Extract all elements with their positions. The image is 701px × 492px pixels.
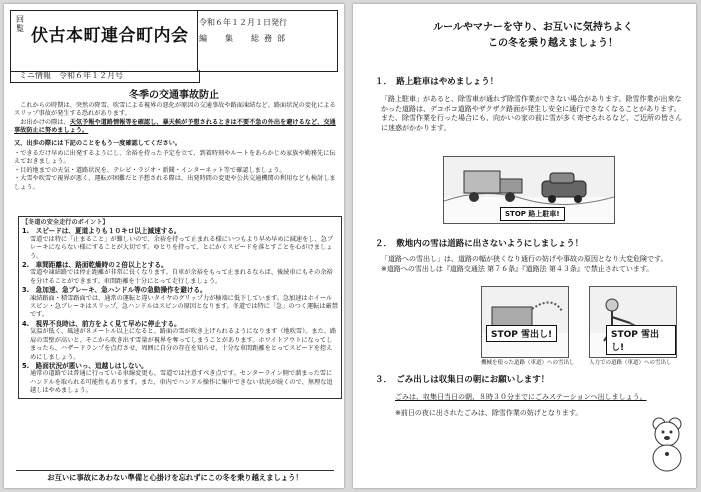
section-3-text-2: ※前日の夜に出されたごみは、除雪作業の妨げとなります。	[395, 408, 583, 417]
illustration-manual-snow	[589, 286, 677, 358]
point-5-text: 通常の道路では普通に行っている車線変更も、雪道では注意すべき点です。センターライン側で溜まった雪にハンドルを取られる可能性もあります。また、車内でハンドル操作に集中できない状況が続くので、無理な追越しはやめましょう。	[30, 370, 333, 395]
section-2-text-2: ※道路への雪出しは『道路交通法 第７６条』『道路法 第４３条』で禁止されています。	[381, 264, 654, 273]
point-2-heading: 2. 車間距離は、路面乾燥時の２倍以上とする。	[22, 261, 168, 270]
mini-info-label: ミニ情報 令和６年１２月号	[10, 70, 200, 83]
header-divider	[197, 11, 198, 71]
right-title	[383, 20, 683, 52]
footer-message: お互いに事故にあわない準備と心掛けを忘れずにこの冬を乗り越えましょう！	[16, 470, 334, 483]
point-1-heading: 1. スピードは、夏道よりも１０キロ以上減速する。	[22, 227, 181, 236]
issue-date: 令和６年１２月１日発行	[199, 18, 287, 27]
point-3-text: 凍結路面・積雪路面では、通常の運転と違いタイヤのグリップ力が極端に低下しています。急加速はホイールスピン・急ブレーキはスリップ、急ハンドルはスピンの原因となります。冬道では特に「急」のつく運転は厳禁です。	[30, 294, 338, 319]
section-2	[375, 240, 683, 274]
intro-paragraph-1: これからの時期は、突然の降雪、吹雪による視界の悪化が原因の交通事故や路面凍結など、路面状況の変化によるスリップ事故が発生する恐れがあります。	[14, 102, 336, 118]
points-heading: 【冬道の安全走行のポイント】	[22, 219, 109, 226]
newsletter-header	[10, 10, 338, 72]
point-4-heading: 4. 視界不良時は、前方をよく見て早めに停止する。	[22, 319, 181, 328]
section-2-heading: ２． 敷地内の雪は道路に出さないようにしましょう！	[375, 239, 584, 249]
section-title: 冬季の交通事故防止	[129, 90, 219, 101]
stop-snow-sign-1: STOP 雪出し!	[486, 325, 557, 342]
issue-info	[199, 15, 333, 47]
caption-machine: 機械を使った道路（車道）への雪出し	[481, 360, 575, 366]
stop-snow-sign-2: STOP 雪出し!	[606, 325, 676, 355]
bullet-2: ・目的地までの天気・道路状況を、テレビ・ラジオ・新聞・インターネット等で確認しましょう。	[14, 166, 286, 174]
bullet-1: ・できるだけ早めに出発するようにし、余裕を持った予定を立て、到着時刻やルートをあらかじめ家族や勤務先に伝えておきましょう。	[14, 150, 336, 166]
intro-paragraph-2: お出かけの際は、天気予報や道路情報等を確認し、暴天候が予想されるときは不要不急の外出を避けるなど、交通事故防止に努めましょう。	[14, 118, 336, 135]
intro	[14, 102, 336, 192]
section-1-heading: １． 路上駐車はやめましょう！	[375, 77, 499, 87]
safety-points-box	[18, 216, 342, 399]
illustration-parking	[443, 156, 615, 224]
section-1-text: 「路上駐車」があると、除雪車が通れず除雪作業ができない場合があります。除雪作業が出来なかった道路は、デコボコ道路やザクザク路面が発生し安全に通行できなくなることがあります。また、除雪作業を行った場合にも、向かいの家の前に雪が多く寄せられるなど、ご近所の皆さんに迷惑がかかります。	[381, 95, 682, 132]
editor: 編 集 総務部	[199, 34, 290, 43]
section-2-text-1: 「道路への雪出し」は、道路の幅が狭くなり通行の妨げや事故の原因となり大変危険です。	[381, 255, 668, 264]
stop-parking-sign: STOP 路上駐車!	[500, 207, 565, 221]
right-page	[353, 4, 696, 488]
caption-manual: 人力での道路（車道）への雪出し	[589, 360, 672, 366]
section-3-heading: ３． ごみ出しは収集日の朝にお願いします！	[375, 375, 550, 385]
right-title-line-1: ルールやマナーを守り、お互いに気持ちよく	[433, 22, 633, 33]
point-5-heading: 5. 路面状況が悪いっ、追越しはしない。	[22, 361, 148, 370]
machine-snow-drawing	[482, 287, 568, 357]
illustration-machine-snow	[481, 286, 569, 358]
circulation-mark: 回 覧	[16, 15, 24, 33]
section-3	[375, 376, 683, 418]
point-3-heading: 3. 急加速、急ブレーキ、急ハンドル等の急動操作を避ける。	[22, 286, 207, 295]
point-1-text: 雪道では特に「止まること」が難しいので、余裕を持って止まれる様にいつもより早め早めに減速をし、急ブレーキにならない様にすることが大切です。ゆとりを持って、とにかくスピードを落とすことを心がけましょう。	[30, 235, 334, 260]
left-page	[4, 4, 344, 488]
section-3-text-1: ごみは、収集日当日の朝、８時３０分までにごみステーションへ出しましょう。	[395, 393, 647, 402]
section-1	[375, 78, 683, 133]
pedestrian-heading: 又、出歩の際には下記のことをもう一度確認してください。	[14, 139, 182, 147]
right-title-line-2: この冬を乗り越えましょう！	[488, 38, 618, 49]
point-2-text: 雪道や凍結路では停止距離が非常に長くなります。自車が余裕をもって止まれるならば、後続車にもその余裕を分けることができます。車間距離を十分にとって走行しましょう。	[30, 269, 333, 285]
newsletter-title: 伏古本町連合町内会	[31, 26, 189, 46]
point-4-text: 気温が低く、風速が８メートル以上になると、路面の雪が吹き上げられるようになります（地吹雪）。また、路肩の雪壁が高いと、そこから吹き出す雪量が視界を奪ってしまうことがあります。ホワイトアウトになってしまったら、ハザードランプを点灯させ、周囲に自分の存在を知らせ、十分な車間距離をとってスピードを控えめにしましょう。	[30, 328, 337, 361]
bullet-3: ・大雪や吹雪で視界が悪く、運転が困難だと予想される際は、出発時間の変更や公共交通機関の利用なども検討しましょう。	[14, 175, 336, 191]
bear-mascot-icon	[645, 414, 689, 472]
